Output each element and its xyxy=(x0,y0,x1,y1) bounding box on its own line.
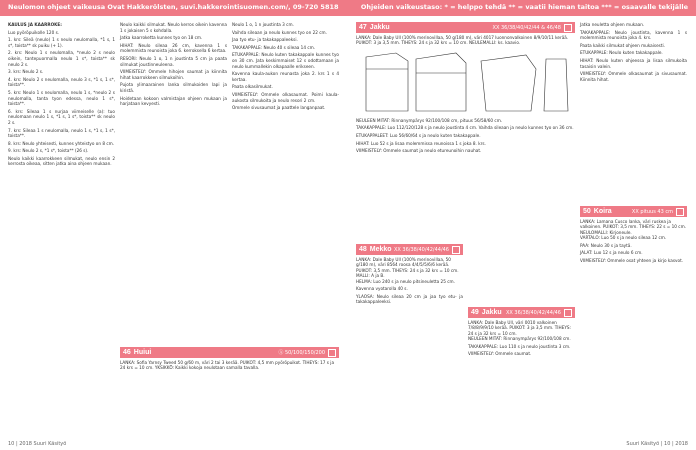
sec50-p2: JALAT: Luo 12 s ja neulo 6 cm. xyxy=(580,250,643,256)
left-col1-p7: 7. krs: Sileaa 1 s neulomalla, neulo 1 s, *1 s, 1 s*, toista**. xyxy=(8,127,115,139)
sec47-p1: TAKAKAPPALE: Luo 112/120/128 s ja neulo joustinta 4 cm. Vaihda sileaan ja neulo kunnes tyo on 36 cm. xyxy=(356,125,574,131)
section-49-sizes: XX 36/38/40/42/44/46 xyxy=(505,309,561,316)
section-47-number: 47 xyxy=(359,24,367,31)
left-col2-p1: Jatka kaarroketta kunnes tyo on 18 cm. xyxy=(120,35,203,41)
left-columns xyxy=(8,22,340,436)
section-49-number: 49 xyxy=(471,309,479,316)
sec47-p3: HIHAT: Luo 52 s ja lisaa molemmissa reunoissa 1 s joka 8. krs. xyxy=(356,140,486,146)
sec48-p2: YLAOSA: Neulo sileaa 20 cm ja jaa tyo etu- ja takakappaleeksi. xyxy=(356,293,463,305)
left-col3-p6: Paata olkasilmukat. xyxy=(232,84,273,90)
right-header-text: Ohjeiden vaikeustaso: * = helppo tehdä ** = vaatii hieman taitoa *** = osaavalle tekijälle xyxy=(360,3,688,11)
difficulty-square-icon xyxy=(676,208,684,216)
kaulus-heading: KAULUS JA KAARROKE: xyxy=(8,22,62,27)
left-col1-p9: 9. krs: Neulo 2 s, *1 s*, toista** (26 s). xyxy=(8,148,89,154)
right-col3-p1: TAKAKAPPALE: Neulo joustinta, kavenna 1 s molemmista reunoista joka 4. krs. xyxy=(580,29,687,41)
sec47-p4: VIIMEISTELY: Ommele saumat ja neulo etureunoihin nauhat. xyxy=(356,148,482,154)
section-49 xyxy=(468,307,575,359)
section-47 xyxy=(356,22,575,154)
section-49-text: LANKA: Dale Baby Ull, väri 0010 valkoinen 7/8/8/9/9/10 kerää. PUIKOT: 3 ja 3,5 mm. TIHEYS: 24 s ja 32 krs = 10 cm. xyxy=(468,320,571,336)
left-col1-p5: 5. krs: Neulo 1 s neulomalla, neulo 1 s, *neulo 2 s neulomalla, tanta tyon edessa, neulo 1 s*, toista**. xyxy=(8,89,115,107)
sec50-p0: VARTALO: Luo 50 s ja neulo sileaa 12 cm. xyxy=(580,235,667,241)
right-columns xyxy=(356,22,688,436)
jakku-schematic-svg xyxy=(356,49,575,115)
sec48-p0: HELMA: Luo 240 s ja neulo pitsineuletta 25 cm. xyxy=(356,278,455,284)
left-header-bar xyxy=(0,0,348,16)
section-48-title: Mekko xyxy=(369,246,392,253)
left-col3-p2: Jaa tyo etu- ja takakappaleeksi. xyxy=(232,37,298,43)
section-49-title: Jakku xyxy=(481,309,502,316)
left-col2-p4: VIIMEISTELY: Ommele hihojen saumat ja kiinnita hihat kaarrokkeen silmukoihin. xyxy=(120,69,227,80)
right-col-1-2 xyxy=(356,22,575,436)
left-col3-p1: Vaihda sileaan ja neulo kunnes tyo on 22 cm. xyxy=(232,29,327,35)
sec50-p3: VIIMEISTELY: Ommele osat yhteen ja kirjo kasvot. xyxy=(580,258,684,263)
right-col-3 xyxy=(580,22,687,436)
section-50-number: 50 xyxy=(583,208,591,215)
section-50-bar xyxy=(580,206,687,217)
left-col1-p2: 2. krs: Neulo 1 s neulomalla, *neulo 2 s neulo oikein, tantepuormalla neulo 1 s*, toista** sk neulo 2 s. xyxy=(8,50,115,67)
left-col1-p1: 1. krs: Sileä (neulo) 1 s neulo neulomalla, *1 s, 1 s*, toista** sk puiku (+ 1). xyxy=(8,37,115,48)
left-col3-p4: ETUKAPPALE: Neulo kuten takakappale kunnes tyo on 30 cm. Jata keskimmaiset 12 s odottamaan ja neulo kummallekin olkapaalle erikseen. xyxy=(232,52,339,69)
left-col1-p8: 8. krs: Neulo yhteisesti, kunnes yhteistyo on 8 cm. xyxy=(8,140,115,146)
left-col3-p3: TAKAKAPPALE: Neulo 40 s sileaa 14 cm. xyxy=(232,44,316,50)
left-col1-p4: 4. krs: Neulo 2 s neulomalla, neulo 3 s, *1 s, 1 s*, toista**. xyxy=(8,76,115,88)
left-col1-p6: 6. krs: Sileaa 1 s nurjaa viimeiselle (a): tuo neulomaan neulo 1 s, *1 s, 1 s*, toista** sk neulo 2 s. xyxy=(8,108,115,125)
left-col3-p7: VIIMEISTELY: Ommele olkasaumat. Poimi kaula-aukosta silmukoita ja neulo resori 2 cm. xyxy=(232,91,339,103)
section-47-sizes: XX 36/38/40/42/44 & 46/48 xyxy=(492,24,561,31)
section-48 xyxy=(356,244,463,307)
left-footer: 10 | 2018 Suuri Käsityö xyxy=(8,441,67,447)
section-50-sizes: XX pituus 43 cm xyxy=(631,208,673,215)
difficulty-square-icon xyxy=(564,24,572,32)
left-col2-p3: RESORI: Neulo 1 o, 1 n joustinta 5 cm ja paata silmukat joustinneuleena. xyxy=(120,55,227,67)
right-page xyxy=(348,0,696,450)
left-col3-p0: Neulo 1 o, 1 n joustinta 3 cm. xyxy=(232,22,294,27)
section-48-bar xyxy=(356,244,463,255)
left-col3-p5: Kavenna kaula-aukon reunasta joka 2. krs 1 s 4 kertaa. xyxy=(232,71,339,82)
section-49-bar xyxy=(468,307,575,318)
sec49-p1: TAKAKAPPALE: Luo 110 s ja neulo joustinta 3 cm. xyxy=(468,343,571,349)
section-50-text: LANKA: Lamana Cusco lanka, väri ruskea ja valkoinen. PUIKOT: 3,5 mm. TIHEYS: 22 s = 10 cm. NEULOMALLI: Kirjoneule. xyxy=(580,219,686,235)
left-col2-p0: Neulo kaikki silmukat. Neulo kerros oikein kavenna 1 s jokaisen 5 s kohdalla. xyxy=(120,22,227,33)
section-48-number: 48 xyxy=(359,246,367,253)
sec49-p0: NEULEEN MITAT: Rinnanympärys 92/100/108 cm. xyxy=(468,336,571,342)
section-46-number: 46 xyxy=(123,349,131,356)
right-header-bar xyxy=(348,0,696,16)
section-50-title: Koira xyxy=(593,208,612,215)
right-footer: Suuri Käsityö | 10 | 2018 xyxy=(626,441,688,447)
sec47-p0: NEULEEN MITAT: Rinnanympärys 92/100/108 cm, pituus 56/58/60 cm. xyxy=(356,117,503,123)
difficulty-square-icon xyxy=(452,246,460,254)
section-47-text: LANKA: Dale Baby Ull (100% merinovillaa, 50 g/180 m), väri 4017 luonnonvalkoinen 8/9/10/11 kerää. PUIKOT: 3 ja 3,5 mm. TIHEYS: 24 s ja 32 krs = 10 cm. NEULEMALLI: ks. kaavio. xyxy=(356,35,569,46)
left-col-1 xyxy=(8,22,115,436)
difficulty-square-icon xyxy=(564,309,572,317)
section-50 xyxy=(580,206,687,266)
sec50-p1: PAA: Neulo 30 s ja taytä. xyxy=(580,242,632,248)
section-46-sizes: Ⓐ 50/100/150/200 xyxy=(278,350,325,356)
sec49-p2: VIIMEISTELY: Ommele saumat. xyxy=(468,351,532,357)
left-header-text: Neulomon ohjeet vaikeusa Ovat Hakkerölsten, suvi.hakkerointisuomen.com/, 09-720 5818 xyxy=(8,3,339,11)
left-col3-p8: Ommele sivusaumat ja paattele langanpaat. xyxy=(232,105,326,111)
section-46-text: LANKA: Sofia Yarnsy Tweed 50 g/60 m, väri 2 tai 3 kerää. PUIKOT: 4,5 mm pyöröpuikot. TIHEYS: 17 s ja 24 krs = 10 cm. YKSIKKÖ: Kaikki kokoja neulotaan samalla tavalla. xyxy=(120,360,335,371)
sec47-p2: ETUKAPPALEET: Luo 56/60/64 s ja neulo kuten takakappale. xyxy=(356,133,481,138)
section-46-title: Huiui xyxy=(133,349,152,356)
jakku-pattern-diagram xyxy=(356,49,575,115)
left-col1-p3: 3. krs: Neulo 2 s. xyxy=(8,69,44,75)
section-47-bar xyxy=(356,22,575,33)
left-col2-p5: Pujota ylimaarainen lanka silmukoiden lapi ja kiristä. xyxy=(120,82,227,93)
section-48-text: LANKA: Dale Baby Ull (100% merinovillaa, 50 g/180 m), väri 8564 roosa 4/4/5/5/6/6 kerää. PUIKOT: 3,5 mm. TIHEYS: 24 s ja 32 krs = 10 cm. MALLI: A ja B. xyxy=(356,257,459,279)
right-col3-p3: ETUKAPPALE: Neulo kuten takakappale. xyxy=(580,50,663,56)
right-col3-p2: Paata kaikki silmukat ohjeen mukaisesti. xyxy=(580,42,665,48)
left-col2-p6: Hoidetaan kokoon valmistajan ohjeen mukaan ja harjataan kevyesti. xyxy=(120,95,227,107)
right-col3-p5: VIIMEISTELY: Ommele olkasaumat ja sivusaumat. Kiinnita hihat. xyxy=(580,71,687,82)
section-47-title: Jakku xyxy=(369,24,390,31)
section-48-sizes: XX 36/38/40/42/44/46 xyxy=(393,246,449,253)
left-col2-p2: HIHAT: Neulo sileaa 26 cm, kavenna 1 s molemmista reunoista joka 6. kerroksella 6 kertaa. xyxy=(120,42,227,54)
right-col3-p4: HIHAT: Neulo kuten ohjeessa ja lisaa silmukoita tasaisin valein. xyxy=(580,57,687,69)
left-col-3 xyxy=(232,22,339,436)
left-col1-p10: Neulo kaikki kaarrokkeen silmukat, neulo ensin 2 kerrosta oikeaa, sitten jatka aina ohjeen mukaan. xyxy=(8,155,115,167)
left-col1-p0: Luo pyöröpuikolle 120 s. xyxy=(8,29,60,35)
sec48-p1: Kavenna vyotarolla 40 s. xyxy=(356,286,408,292)
right-col3-p0: Jatka neuletta ohjeen mukaan. xyxy=(580,22,645,27)
